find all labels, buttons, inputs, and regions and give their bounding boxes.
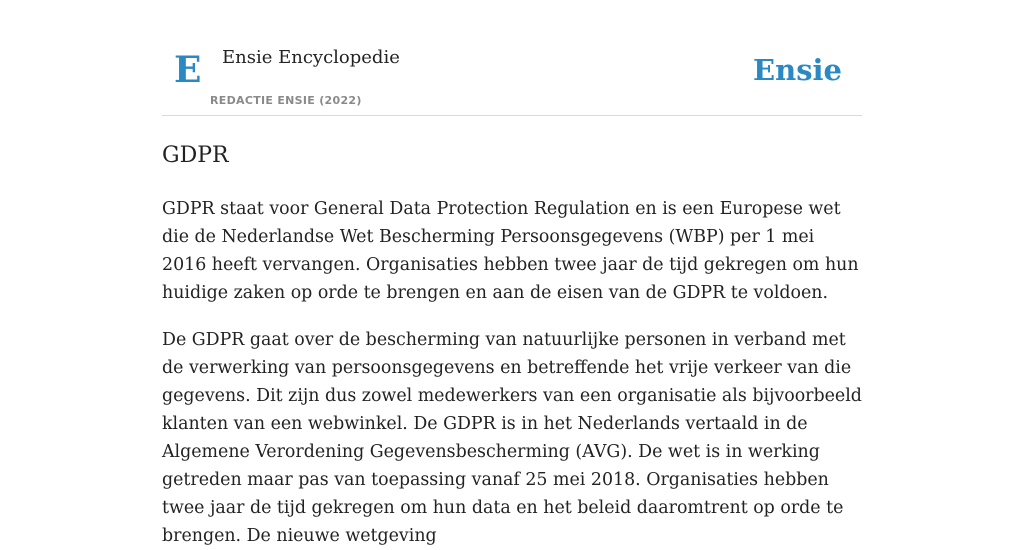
page-header <box>162 0 862 116</box>
ensie-logo-icon[interactable]: E <box>174 49 202 91</box>
page-title: GDPR <box>162 143 229 168</box>
article-paragraph-2: De GDPR gaat over de bescherming van natuurlijke personen in verband met de verwerking van persoonsgegevens en betreffende het vrije verkeer van die gegevens. Dit zijn dus zowel medewerkers van een organisatie als bijvoorbeeld klanten van een webwinkel. De GDPR is in het Nederlands vertaald in de Algemene Verordening Gegevensbescherming (AVG). De wet is in werking getreden maar pas van toepassing vanaf 25 mei 2018. Organisaties hebben twee jaar de tijd gekregen om hun data en het beleid daaromtrent op orde te brengen. De nieuwe wetgeving <box>162 330 862 546</box>
article-paragraph-1: GDPR staat voor General Data Protection Regulation en is een Europese wet die de Nederlandse Wet Bescherming Persoonsgegevens (WBP) per 1 mei 2016 heeft vervangen. Organisaties hebben twee jaar de tijd gekregen om hun huidige zaken op orde te brengen en aan de eisen van de GDPR te voldoen. <box>162 199 859 303</box>
site-name[interactable]: Ensie Encyclopedie <box>222 47 400 68</box>
byline: REDACTIE ENSIE (2022) <box>210 94 362 107</box>
article-page <box>162 0 862 546</box>
brand-logo[interactable]: Ensie <box>753 53 842 87</box>
